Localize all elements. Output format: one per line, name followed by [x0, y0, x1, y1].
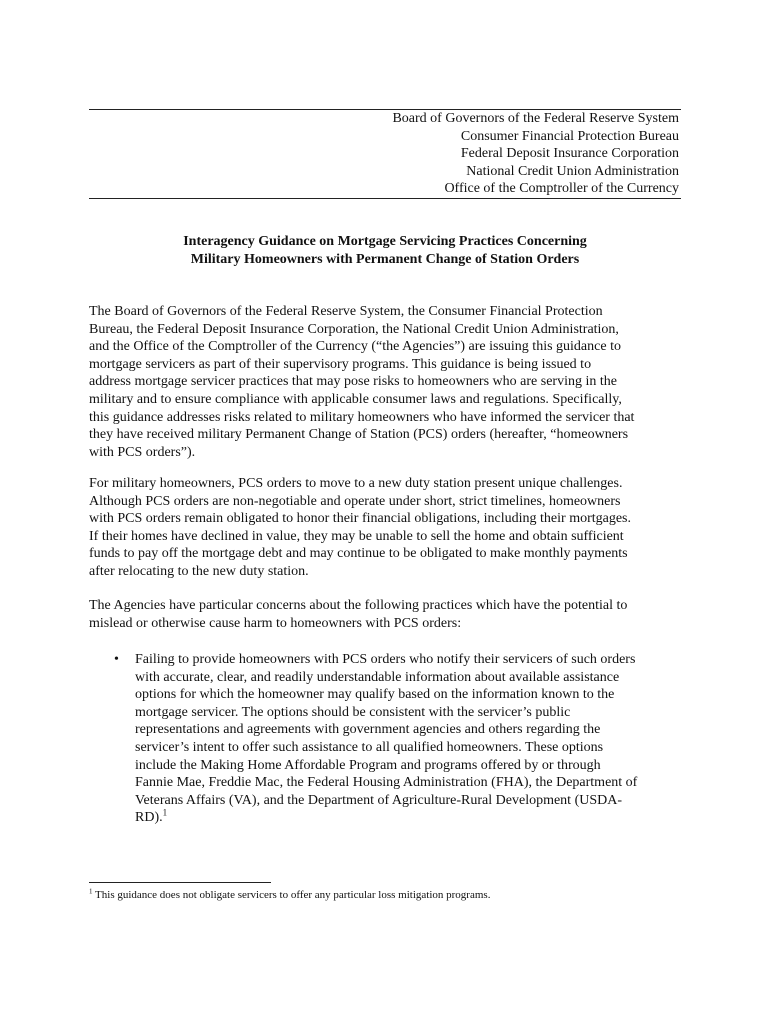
text-line: include the Making Home Affordable Program and programs offered by or through: [135, 757, 601, 773]
text-line: Fannie Mae, Freddie Mac, the Federal Housing Administration (FHA), the Department of: [135, 775, 638, 791]
agency-list: [89, 110, 679, 198]
footnote-reference[interactable]: 1: [162, 807, 168, 818]
text-line: mortgage servicers as part of their supervisory programs. This guidance is being issued to: [89, 356, 592, 372]
text-line: mortgage servicer. The options should be consistent with the servicer’s public: [135, 704, 571, 720]
paragraph-3: [89, 597, 681, 632]
bullet-last-text: RD).: [135, 810, 163, 826]
agency-line: National Credit Union Administration: [466, 163, 679, 179]
agency-line: Federal Deposit Insurance Corporation: [460, 146, 679, 162]
text-line: funds to pay off the mortgage debt and may continue to be obligated to make monthly payments: [89, 546, 628, 562]
text-line: representations and agreements with government agencies and others regarding the: [135, 722, 601, 738]
footnote-text: This guidance does not obligate servicers to offer any particular loss mitigation programs.: [92, 889, 491, 901]
agency-line: Consumer Financial Protection Bureau: [460, 128, 679, 144]
footnote-separator: [89, 882, 271, 883]
text-line: The Agencies have particular concerns about the following practices which have the potential to: [89, 598, 628, 613]
text-line: servicer’s intent to offer such assistance to all qualified homeowners. These options: [135, 739, 604, 755]
text-line: options for which the homeowner may qualify based on the information known to the: [135, 687, 615, 703]
text-line: with PCS orders remain obligated to honor their financial obligations, including their mortgages.: [89, 511, 632, 527]
text-line-last: [135, 809, 681, 827]
text-line: with accurate, clear, and readily understandable information about available assistance: [135, 669, 620, 685]
text-line: Bureau, the Federal Deposit Insurance Corporation, the National Credit Union Administration,: [89, 321, 619, 337]
footnote: [89, 888, 490, 902]
text-line: they have received military Permanent Change of Station (PCS) orders (hereafter, “homeowners: [89, 427, 629, 443]
text-line: military and to ensure compliance with applicable consumer laws and regulations. Specifically,: [89, 391, 622, 407]
bullet-item-1: [135, 651, 681, 827]
bullet-dot-icon: •: [114, 652, 119, 667]
footnote-number: 1: [89, 887, 93, 896]
text-line: this guidance addresses risks related to military homeowners who have informed the servicer that: [89, 409, 635, 425]
text-line: with PCS orders”).: [89, 444, 196, 460]
text-line: If their homes have declined in value, they may be unable to sell the home and obtain sufficient: [89, 528, 624, 544]
text-line: The Board of Governors of the Federal Reserve System, the Consumer Financial Protection: [89, 304, 603, 319]
text-line: Veterans Affairs (VA), and the Department of Agriculture-Rural Development (USDA-: [135, 792, 623, 808]
title-line-2: Military Homeowners with Permanent Change of Station Orders: [190, 252, 580, 267]
title-line-1: Interagency Guidance on Mortgage Servicing Practices Concerning: [183, 234, 587, 249]
paragraph-2: [89, 475, 681, 581]
text-line: Failing to provide homeowners with PCS orders who notify their servicers of such orders: [135, 652, 636, 667]
paragraph-1: [89, 303, 681, 461]
header-bottom-rule: [89, 198, 681, 199]
text-line: Although PCS orders are non-negotiable and operate under short, strict timelines, homeowners: [89, 493, 621, 509]
agency-line: Office of the Comptroller of the Currency: [444, 181, 679, 197]
text-line: address mortgage servicer practices that may pose risks to homeowners who are serving in the: [89, 374, 617, 390]
text-line: after relocating to the new duty station.: [89, 563, 309, 579]
text-line: and the Office of the Comptroller of the Currency (“the Agencies”) are issuing this guidance to: [89, 339, 621, 355]
text-line: For military homeowners, PCS orders to move to a new duty station present unique challenges.: [89, 476, 623, 491]
text-line: mislead or otherwise cause harm to homeowners with PCS orders:: [89, 615, 462, 631]
agency-line: Board of Governors of the Federal Reserve System: [392, 111, 679, 126]
document-title: [89, 233, 681, 269]
